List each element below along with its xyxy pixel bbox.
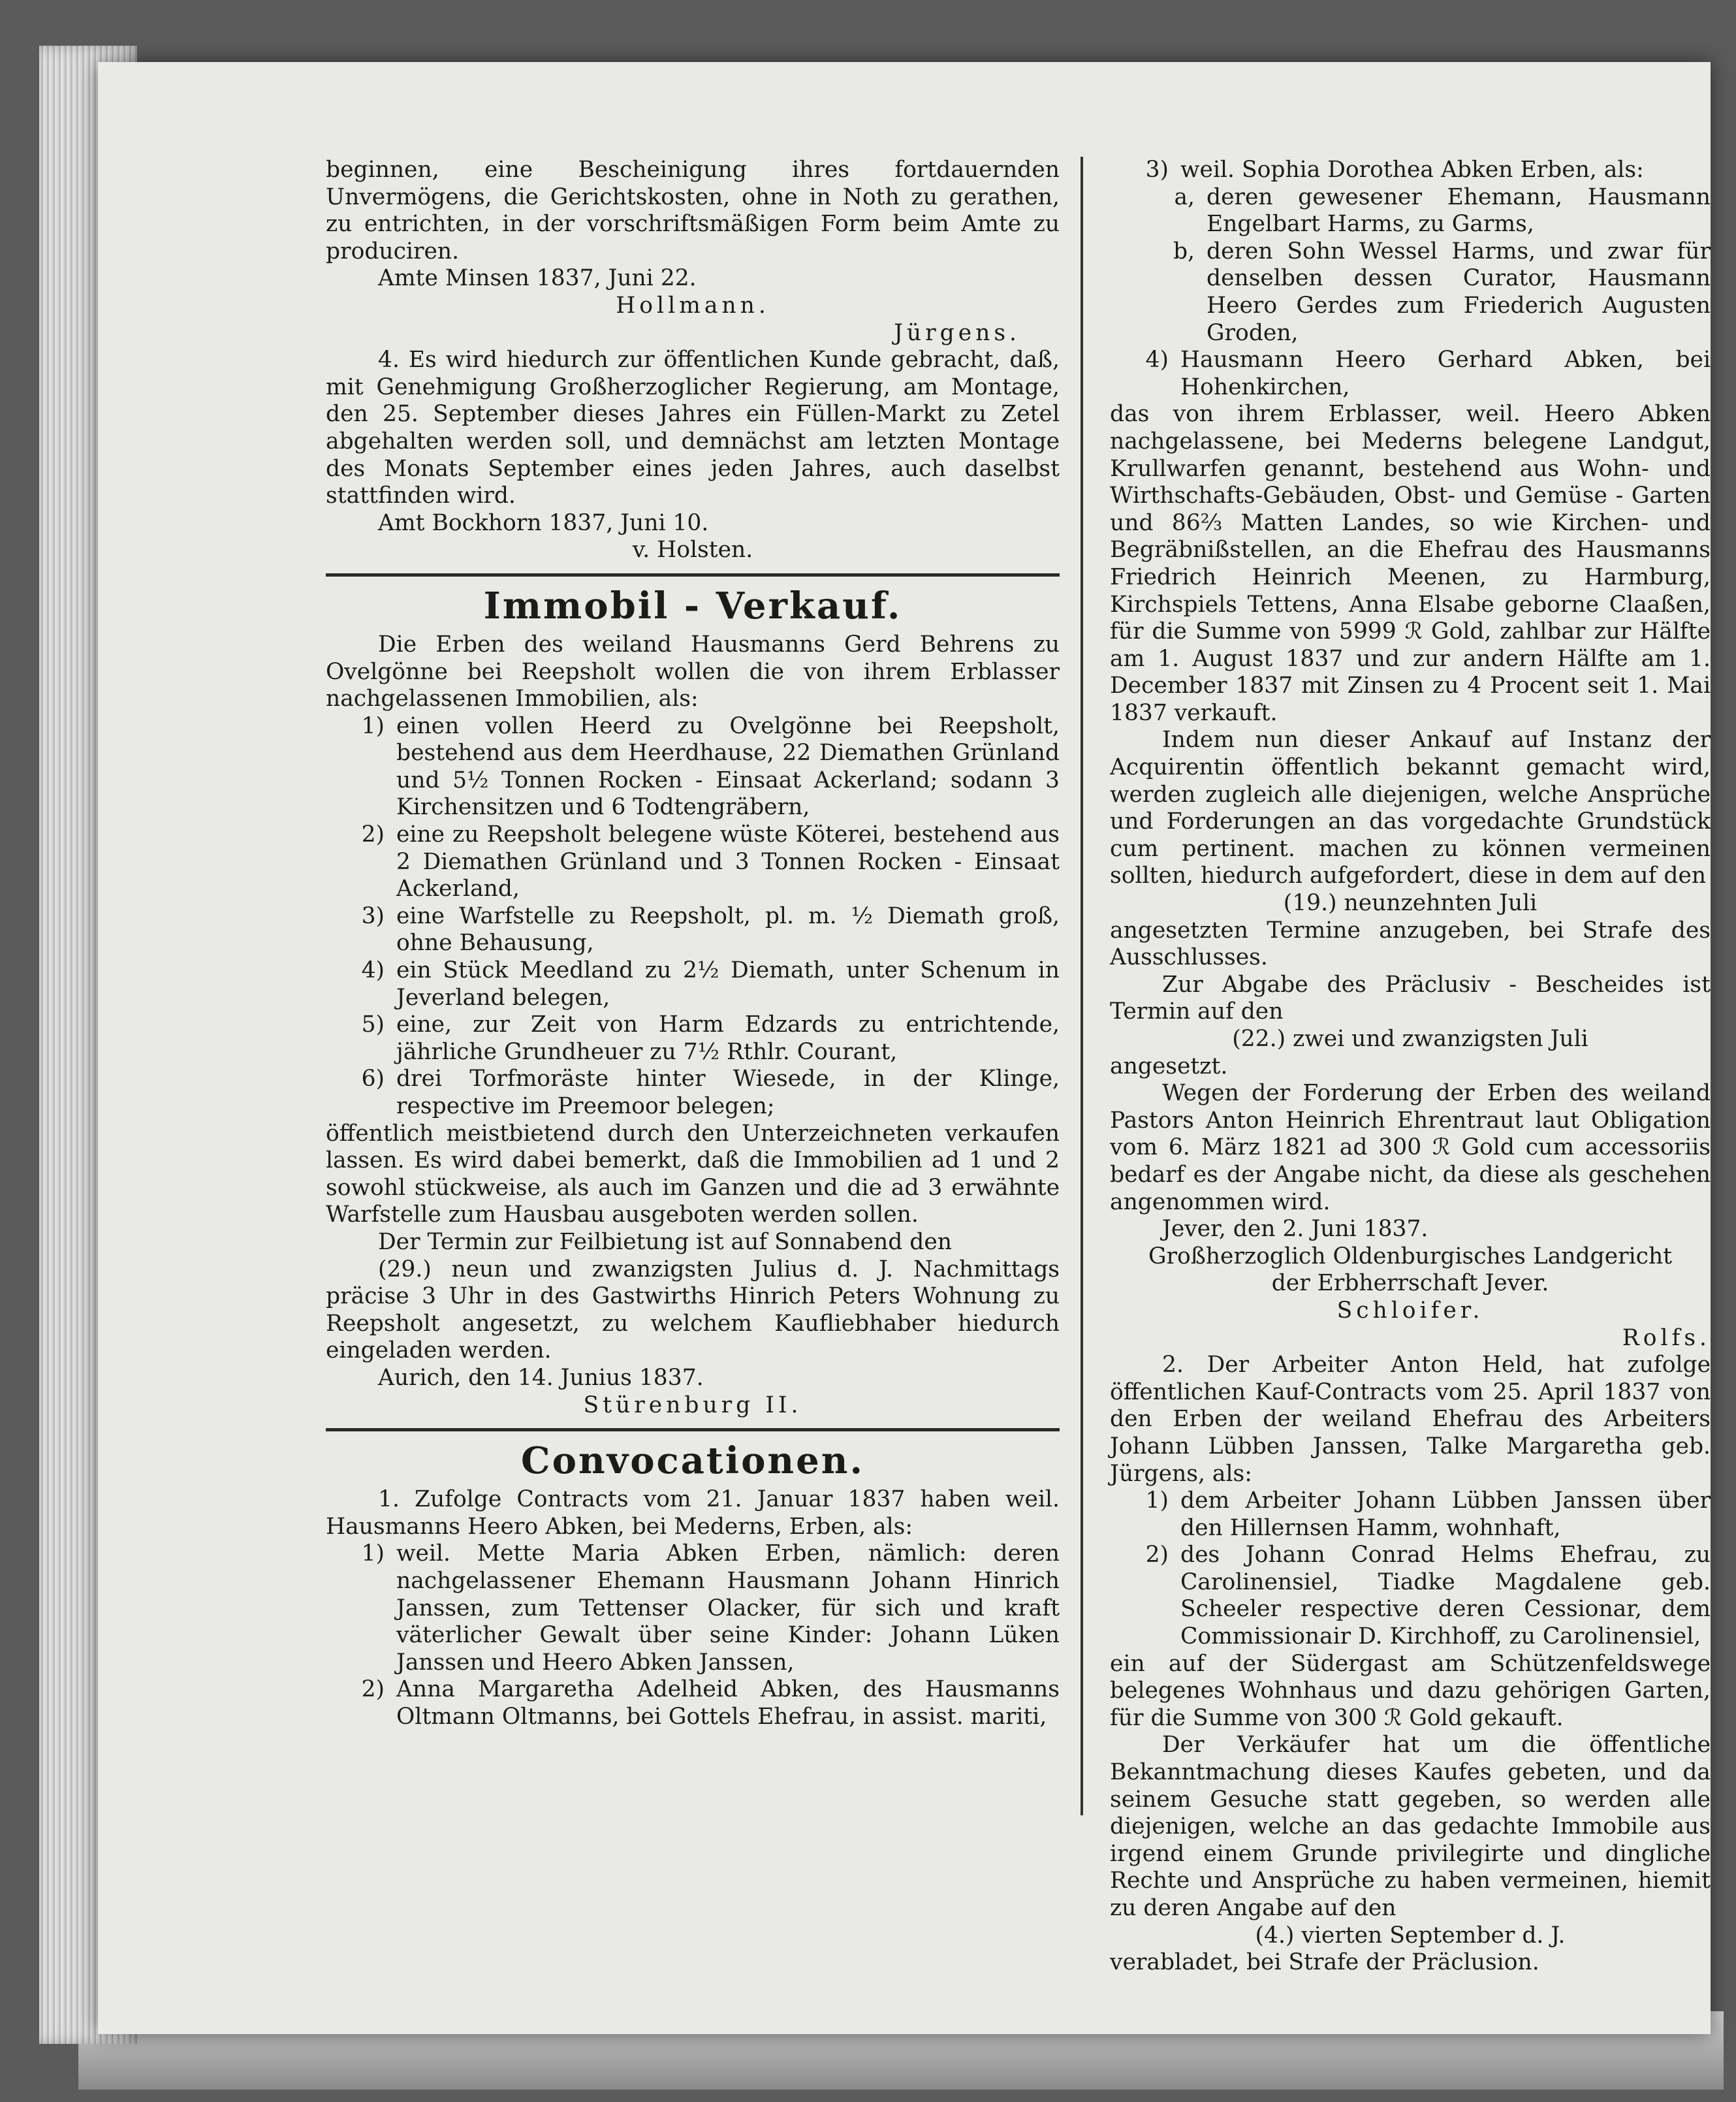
list-item: 1) dem Arbeiter Johann Lübben Janssen über den Hillernsen Hamm, wohnhaft, (1145, 1488, 1711, 1541)
termin-date-4: (4.) vierten September d. J. (1255, 1922, 1566, 1949)
list-item: 5) eine, zur Zeit von Harm Edzards zu entrichtende, jährliche Grundheuer zu 7½ Rthlr. Courant, (361, 1011, 1060, 1065)
heading-immobil-verkauf: Immobil - Verkauf. (483, 584, 902, 628)
list-item: 3) eine Warfstelle zu Reepsholt, pl. m. ½ Diemath groß, ohne Behausung, (361, 902, 1060, 957)
convocation-2-penalty: verabladet, bei Strafe der Präclusion. (1110, 1949, 1539, 1976)
signature-schloifer: Schloifer. (1336, 1297, 1484, 1324)
list-item: 6) drei Torfmoräste hinter Wiesede, in der Klinge, respective im Preemoor belegen; (361, 1066, 1060, 1119)
list-item: 2) Anna Margaretha Adelheid Abken, des Hausmanns Oltmann Oltmanns, bei Gottels Ehefrau, in assist. mariti, (361, 1676, 1060, 1730)
immobil-date: (29.) neun und zwanzigsten Julius d. J. Nachmittags präcise 3 Uhr in des Gastwirths Hinrich Peters Wohnung zu Reepsholt angesetzt, zu welchem Kaufliebhaber hiedurch eingeladen werden. (326, 1256, 1060, 1364)
intro-text: beginnen, eine Bescheinigung ihres fortdauernden Unvermögens, die Gerichtskosten, ohne in Noth zu gerathen, zu entrichten, in der vorschriftsmäßigen Form beim Amte zu produciren. (326, 157, 1060, 264)
section-rule (326, 573, 1060, 577)
termin-date-22: (22.) zwei und zwanzigsten Juli (1232, 1026, 1588, 1052)
left-column (326, 157, 1060, 1730)
list-item: 1) einen vollen Heerd zu Ovelgönne bei Reepsholt, bestehend aus dem Heerdhause, 22 Diemathen Grünland und 5½ Tonnen Rocken - Einsaat Ackerland; sodann 3 Kirchensitzen und 6 Todtengräbern, (361, 712, 1060, 821)
court-jurisdiction: der Erbherrschaft Jever. (1271, 1270, 1549, 1297)
date-jever: Jever, den 2. Juni 1837. (1162, 1216, 1428, 1243)
immobil-body: öffentlich meistbietend durch den Unterzeichneten verkaufen lassen. Es wird dabei bemerkt, daß die Immobilien ad 1 und 2 sowohl stückweise, als auch im Ganzen und die ad 3 erwähnte Warfstelle zum Hausbau ausgeboten werden sollen. (326, 1120, 1060, 1228)
signature-stuerenburg: Stürenburg II. (583, 1392, 802, 1418)
list-item: a, deren gewesener Ehemann, Hausmann Engelbart Harms, zu Garms, (1174, 183, 1711, 238)
immobil-intro: Die Erben des weiland Hausmanns Gerd Behrens zu Ovelgönne bei Reepsholt wollen die von ihrem Erblasser nachgelassenen Immobilien, als: (326, 631, 1060, 712)
list-item: 4) ein Stück Meedland zu 2½ Diemath, unter Schenum in Jeverland belegen, (361, 957, 1060, 1011)
signature-hollmann: Hollmann. (616, 292, 770, 319)
date-bockhorn: Amt Bockhorn 1837, Juni 10. (378, 509, 709, 536)
date-minsen: Amte Minsen 1837, Juni 22. (378, 265, 697, 292)
signature-rolfs: Rolfs. (1622, 1324, 1711, 1351)
signature-holsten: v. Holsten. (632, 537, 753, 564)
convocation-1-summons: Indem nun dieser Ankauf auf Instanz der Acquirentin öffentlich bekannt gemacht wird, werden zugleich alle diejenigen, welche Ansprüche und Forderungen an das vorgedachte Grundstück cum pertinent. machen zu können vermeinen sollten, hiedurch aufgefordert, diese in dem auf den (1110, 727, 1711, 889)
list-item: b, deren Sohn Wessel Harms, und zwar für denselben dessen Curator, Hausmann Heero Gerdes zum Friederich Augusten Groden, (1173, 238, 1711, 346)
heading-convocationen: Convocationen. (521, 1439, 864, 1483)
list-item: 4) Hausmann Heero Gerhard Abken, bei Hohenkirchen, (1145, 347, 1711, 400)
list-item: 1) weil. Mette Maria Abken Erben, nämlich: deren nachgelassener Ehemann Hausmann Johann Hinrich Janssen, zum Tettenser Olacker, für sich und kraft väterlicher Gewalt über seine Kinder: Johann Lüken Janssen und Heero Abken Janssen, (361, 1540, 1060, 1676)
column-divider (1081, 157, 1083, 1815)
immobil-termin: Der Termin zur Feilbietung ist auf Sonnabend den (378, 1228, 952, 1255)
notice-4: 4. Es wird hiedurch zur öffentlichen Kunde gebracht, daß, mit Genehmigung Großherzoglicher Regierung, am Montage, den 25. September dieses Jahres ein Füllen-Markt zu Zetel abgehalten werden soll, und demnächst am letzten Montage des Monats September eines jeden Jahres, auch daselbst stattfinden wird. (326, 347, 1060, 509)
list-item: 2) eine zu Reepsholt belegene wüste Köterei, bestehend aus 2 Diemathen Grünland und 3 Tonnen Rocken - Einsaat Ackerland, (361, 821, 1060, 902)
right-column (1110, 157, 1711, 1977)
convocation-2-intro: 2. Der Arbeiter Anton Held, hat zufolge öffentlichen Kauf-Contracts vom 25. April 1837 von den Erben der weiland Ehefrau des Arbeiters Johann Lübben Janssen, Talke Margaretha geb. Jürgens, als: (1110, 1352, 1711, 1487)
convocation-1-penalty: angesetzten Termine anzugeben, bei Strafe des Ausschlusses. (1110, 917, 1711, 971)
list-item: 2) des Johann Conrad Helms Ehefrau, zu Carolinensiel, Tiadke Magdalene geb. Scheeler respective deren Cessionar, dem Commissionair D. Kirchhoff, zu Carolinensiel, (1145, 1542, 1711, 1650)
termin-date-19: (19.) neunzehnten Juli (1283, 890, 1538, 917)
forderung-text: Wegen der Forderung der Erben des weiland Pastors Anton Heinrich Ehrentraut laut Obligation vom 6. März 1821 ad 300 ℛ Gold cum accessoriis bedarf es der Angabe nicht, da diese als geschehen angenommen wird. (1110, 1080, 1711, 1215)
section-rule (326, 1428, 1060, 1431)
angesetzt-text: angesetzt. (1110, 1053, 1228, 1079)
immobil-list (326, 713, 1060, 1121)
list-item: 3) weil. Sophia Dorothea Abken Erben, als: (1145, 157, 1644, 183)
praeclusiv-text: Zur Abgabe des Präclusiv - Bescheides ist Termin auf den (1110, 971, 1711, 1025)
date-aurich: Aurich, den 14. Junius 1837. (378, 1364, 704, 1391)
convocation-2-summons: Der Verkäufer hat um die öffentliche Bekanntmachung dieses Kaufes gebeten, und da seinem Gesuche statt gegeben, so werden alle diejenigen, welche an das gedachte Immobile aus irgend einem Grunde privilegirte und dingliche Rechte und Ansprüche zu haben vermeinen, hiemit zu deren Angabe auf den (1110, 1732, 1711, 1921)
signature-juergens: Jürgens. (894, 319, 1020, 346)
court-name: Großherzoglich Oldenburgisches Landgericht (1148, 1243, 1673, 1269)
convocation-2-body: ein auf der Südergast am Schützenfeldswege belegenes Wohnhaus und dazu gehörigen Garten, für die Summe von 300 ℛ Gold gekauft. (1110, 1650, 1711, 1731)
convocation-1-body: das von ihrem Erblasser, weil. Heero Abken nachgelassene, bei Mederns belegene Landgut, Krullwarfen genannt, bestehend aus Wohn- und Wirthschafts-Gebäuden, Obst- und Gemüse - Garten und 86⅔ Matten Landes, so wie Kirchen- und Begräbnißstellen, an die Ehefrau des Hausmanns Friedrich Heinrich Meenen, zu Harmburg, Kirchspiels Tettens, Anna Elsabe geborne Claaßen, für die Summe von 5999 ℛ Gold, zahlbar zur Hälfte am 1. August 1837 und zur andern Hälfte am 1. December 1837 mit Zinsen zu 4 Procent seit 1. Mai 1837 verkauft. (1110, 401, 1711, 726)
convocation-1-intro: 1. Zufolge Contracts vom 21. Januar 1837 haben weil. Hausmanns Heero Abken, bei Mederns, Erben, als: (326, 1486, 1060, 1540)
